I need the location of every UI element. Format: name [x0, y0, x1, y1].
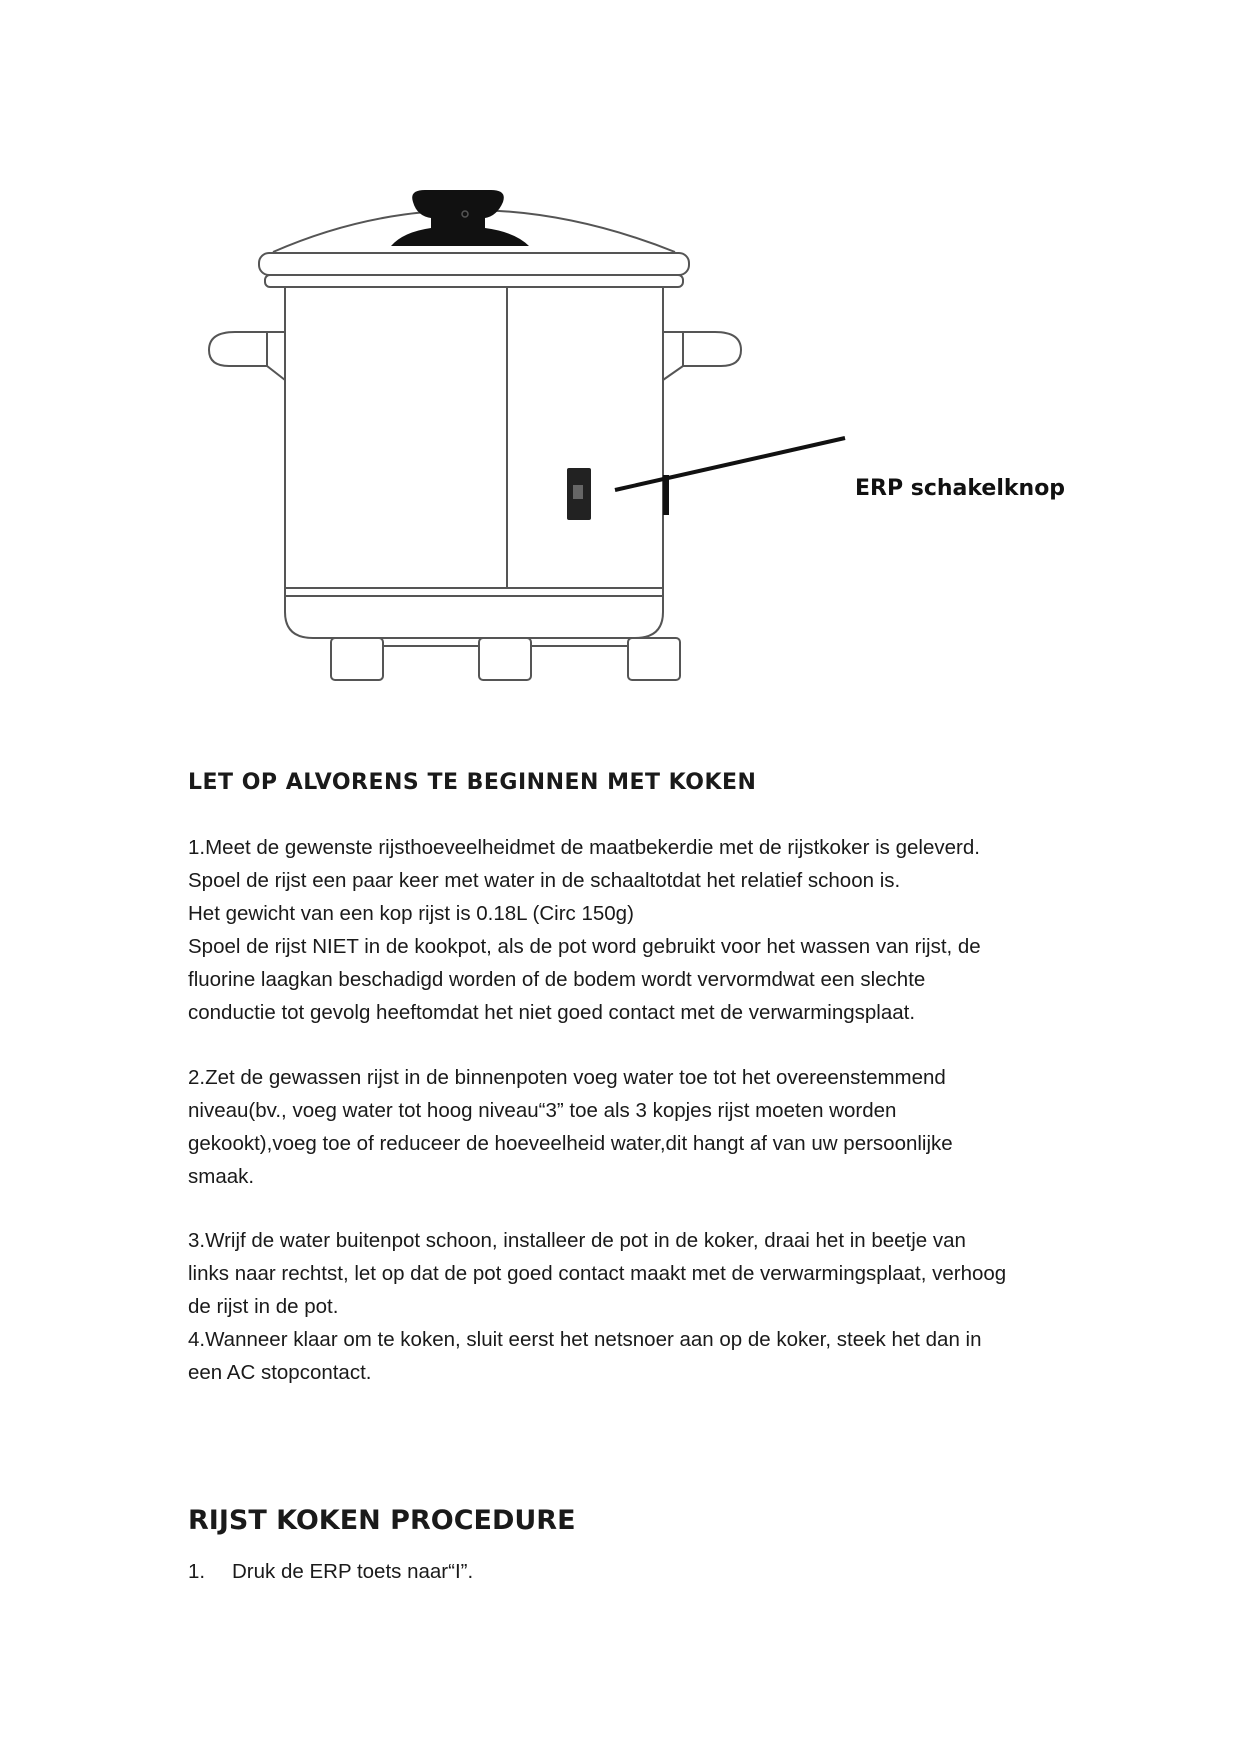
text-line: 1.Meet de gewenste rijsthoeveelheidmet de maatbekerdie met de rijstkoker is geleverd. [188, 836, 980, 859]
text-line: links naar rechtst, let op dat de pot goed contact maakt met de verwarmingsplaat, verhoog [188, 1262, 1007, 1285]
paragraph-2 [188, 1061, 953, 1193]
text-line: een AC stopcontact. [188, 1361, 372, 1384]
text-line: conductie tot gevolg heeftomdat het niet goed contact met de verwarmingsplaat. [188, 1001, 916, 1024]
foot-right [628, 638, 680, 680]
rice-cooker-illustration [195, 150, 1075, 690]
text-line: smaak. [188, 1165, 255, 1188]
paragraph-3 [188, 1224, 1006, 1389]
step-text: Druk de ERP toets naar“I”. [232, 1560, 474, 1583]
foot-left [331, 638, 383, 680]
text-line: niveau(bv., voeg water tot hoog niveau“3” toe als 3 kopjes rijst moeten worden [188, 1099, 897, 1122]
text-line: Het gewicht van een kop rijst is 0.18L (Circ 150g) [188, 902, 634, 925]
lid-knob [391, 190, 529, 246]
lid-rim-lower [265, 275, 683, 287]
warning-heading: LET OP ALVORENS TE BEGINNEN MET KOKEN [188, 770, 757, 795]
procedure-step [188, 1556, 473, 1588]
text-line: Spoel de rijst NIET in de kookpot, als de pot word gebruikt voor het wassen van rijst, de [188, 935, 981, 958]
paragraph-1 [188, 831, 981, 1029]
side-indicator [663, 475, 669, 515]
text-line: fluorine laagkan beschadigd worden of de bodem wordt vervormdwat een slechte [188, 968, 926, 991]
procedure-heading: RIJST KOKEN PROCEDURE [188, 1505, 576, 1536]
cooker-body [285, 287, 663, 638]
callout-line [615, 438, 845, 490]
text-line: de rijst in de pot. [188, 1295, 339, 1318]
text-line: 3.Wrijf de water buitenpot schoon, installeer de pot in de koker, draai het in beetje van [188, 1229, 966, 1252]
rice-cooker-drawing [195, 150, 1075, 690]
text-line: 4.Wanneer klaar om te koken, sluit eerst het netsnoer aan op de koker, steek het dan in [188, 1328, 982, 1351]
callout-label: ERP schakelknop [855, 476, 1066, 501]
text-line: Spoel de rijst een paar keer met water in de schaaltotdat het relatief schoon is. [188, 869, 901, 892]
text-line: 2.Zet de gewassen rijst in de binnenpoten voeg water toe tot het overeenstemmend [188, 1066, 946, 1089]
lid-rim [259, 253, 689, 275]
text-line: gekookt),voeg toe of reduceer de hoeveelheid water,dit hangt af van uw persoonlijke [188, 1132, 953, 1155]
right-handle [663, 332, 741, 380]
left-handle [209, 332, 285, 380]
foot-middle [479, 638, 531, 680]
step-number: 1. [188, 1560, 206, 1583]
